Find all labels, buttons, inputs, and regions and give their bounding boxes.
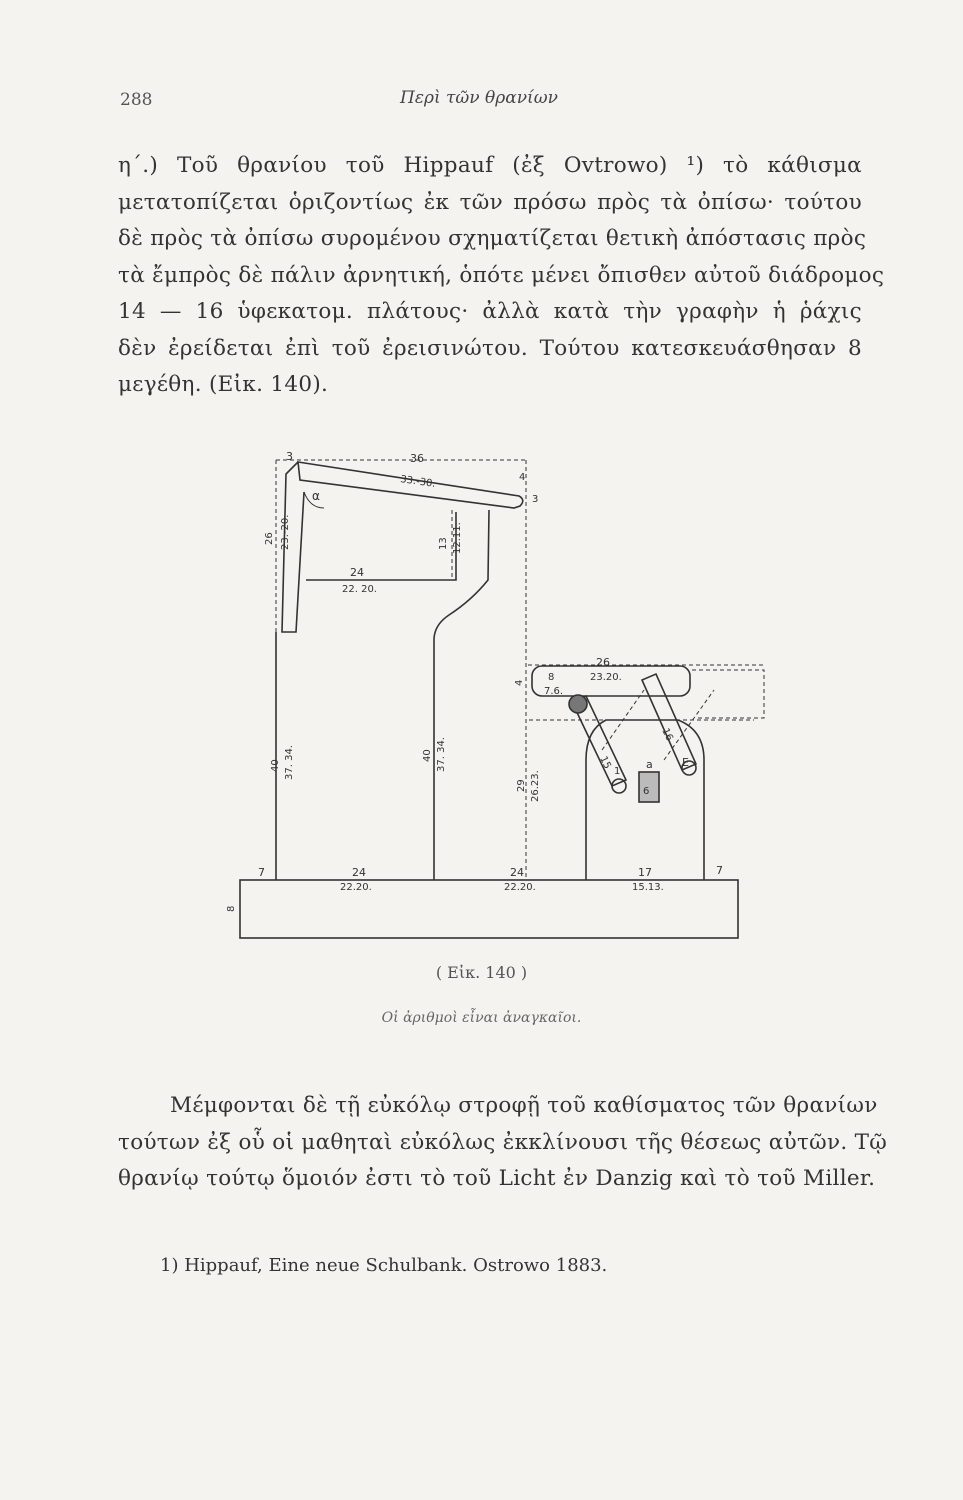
figure-number: ( Εἰκ. 140 ) <box>435 963 528 982</box>
figure-caption: Οἱ ἀριθμοὶ εἶναι ἀναγκαῖοι. <box>381 1010 582 1026</box>
dimension-label: 7 <box>716 864 723 877</box>
dimension-label: 40 <box>270 759 281 772</box>
dimension-label: 24 <box>510 866 524 879</box>
text-line: τὰ ἔμπρὸς δὲ πάλιν ἀρνητική, ὁπότε μένει ὄπισθεν αὐτοῦ διάδρομος <box>118 262 885 288</box>
dimension-label: a <box>646 758 653 771</box>
dimension-label: 1 <box>614 766 621 777</box>
text-line: 14 — 16 ὑφεκατομ. πλάτους· ἀλλὰ κατὰ τὴν γραφὴν ἡ ῥάχις <box>118 299 862 324</box>
dimension-label: E <box>682 756 689 769</box>
dimension-label: 24 <box>350 566 364 579</box>
dimension-label: 7 <box>258 866 265 879</box>
dimension-label: 33.-30. <box>399 474 437 490</box>
dimension-label: 15.13. <box>632 882 664 893</box>
dimension-label: 26 <box>596 656 610 669</box>
dimension-label: 16 <box>659 726 675 743</box>
dimension-label: 7.6. <box>544 686 564 697</box>
dimension-label: 12.11. <box>452 522 463 554</box>
dimension-label: 36 <box>410 452 424 465</box>
dimension-label: 22. 20. <box>342 584 377 595</box>
dimension-label: 3 <box>532 494 539 505</box>
paragraph-criticism <box>118 1088 888 1198</box>
footnote: 1) Hippauf, Eine neue Schulbank. Ostrowo 1883. <box>160 1255 608 1276</box>
text-line: Μέμφονται δὲ τῇ εὐκόλῳ στροφῇ τοῦ καθίσματος τῶν θρανίων <box>170 1093 878 1118</box>
dimension-label: 26.23. <box>530 770 541 802</box>
dimension-label: 6 <box>643 786 650 797</box>
text-line: μεγέθη. (Εἰκ. 140). <box>118 372 329 397</box>
text-line: δὲν ἐρείδεται ἐπὶ τοῦ ἐρεισινώτου. Τούτου κατεσκευάσθησαν 8 <box>118 335 862 361</box>
dimension-label: 37. 34. <box>284 745 295 780</box>
dimension-label: 8 <box>226 905 237 912</box>
dimension-label: 8 <box>548 672 555 683</box>
running-title: Περὶ τῶν θρανίων <box>400 88 558 108</box>
dimension-label: 15 <box>597 754 613 771</box>
dimension-label: 26 <box>264 532 275 545</box>
dimension-label: 13 <box>438 537 449 550</box>
dimension-label: α <box>312 489 320 503</box>
paragraph-hippauf <box>118 148 885 404</box>
dimension-label: 22.20. <box>504 882 536 893</box>
dimension-label: 4 <box>519 472 526 483</box>
dimension-label: 24 <box>352 866 366 879</box>
text-line: θρανίῳ τούτῳ ὅμοιόν ἐστι τὸ τοῦ Licht ἐν Danzig καὶ τὸ τοῦ Miller. <box>118 1166 876 1191</box>
dimension-label: 4 <box>514 679 525 686</box>
dimension-label: 23.20. <box>590 672 622 683</box>
figure-labels <box>226 450 774 950</box>
dimension-label: 23.-20. <box>280 514 291 550</box>
dimension-label: 37. 34. <box>436 737 447 772</box>
text-line: δὲ πρὸς τὰ ὀπίσω συρομένου σχηματίζεται θετικὴ ἀπόστασις πρὸς <box>118 226 867 251</box>
dimension-label: 40 <box>422 749 433 762</box>
text-line: μετατοπίζεται ὁριζοντίως ἐκ τῶν πρόσω πρὸς τὰ ὀπίσω· τούτου <box>118 189 862 215</box>
dimension-label: 17 <box>638 866 652 879</box>
dimension-label: 3 <box>286 450 293 463</box>
page-number: 288 <box>120 90 153 110</box>
figure-140 <box>226 450 774 950</box>
text-line: τούτων ἐξ οὗ οἱ μαθηταὶ εὐκόλως ἐκκλίνουσι τῆς θέσεως αὐτῶν. Τῷ <box>118 1129 888 1155</box>
text-line: η΄.) Τοῦ θρανίου τοῦ Hippauf (ἐξ Ovtrowo) ¹) τὸ κάθισμα <box>118 153 862 178</box>
dimension-label: 22.20. <box>340 882 372 893</box>
dimension-label: 29 <box>516 779 527 792</box>
